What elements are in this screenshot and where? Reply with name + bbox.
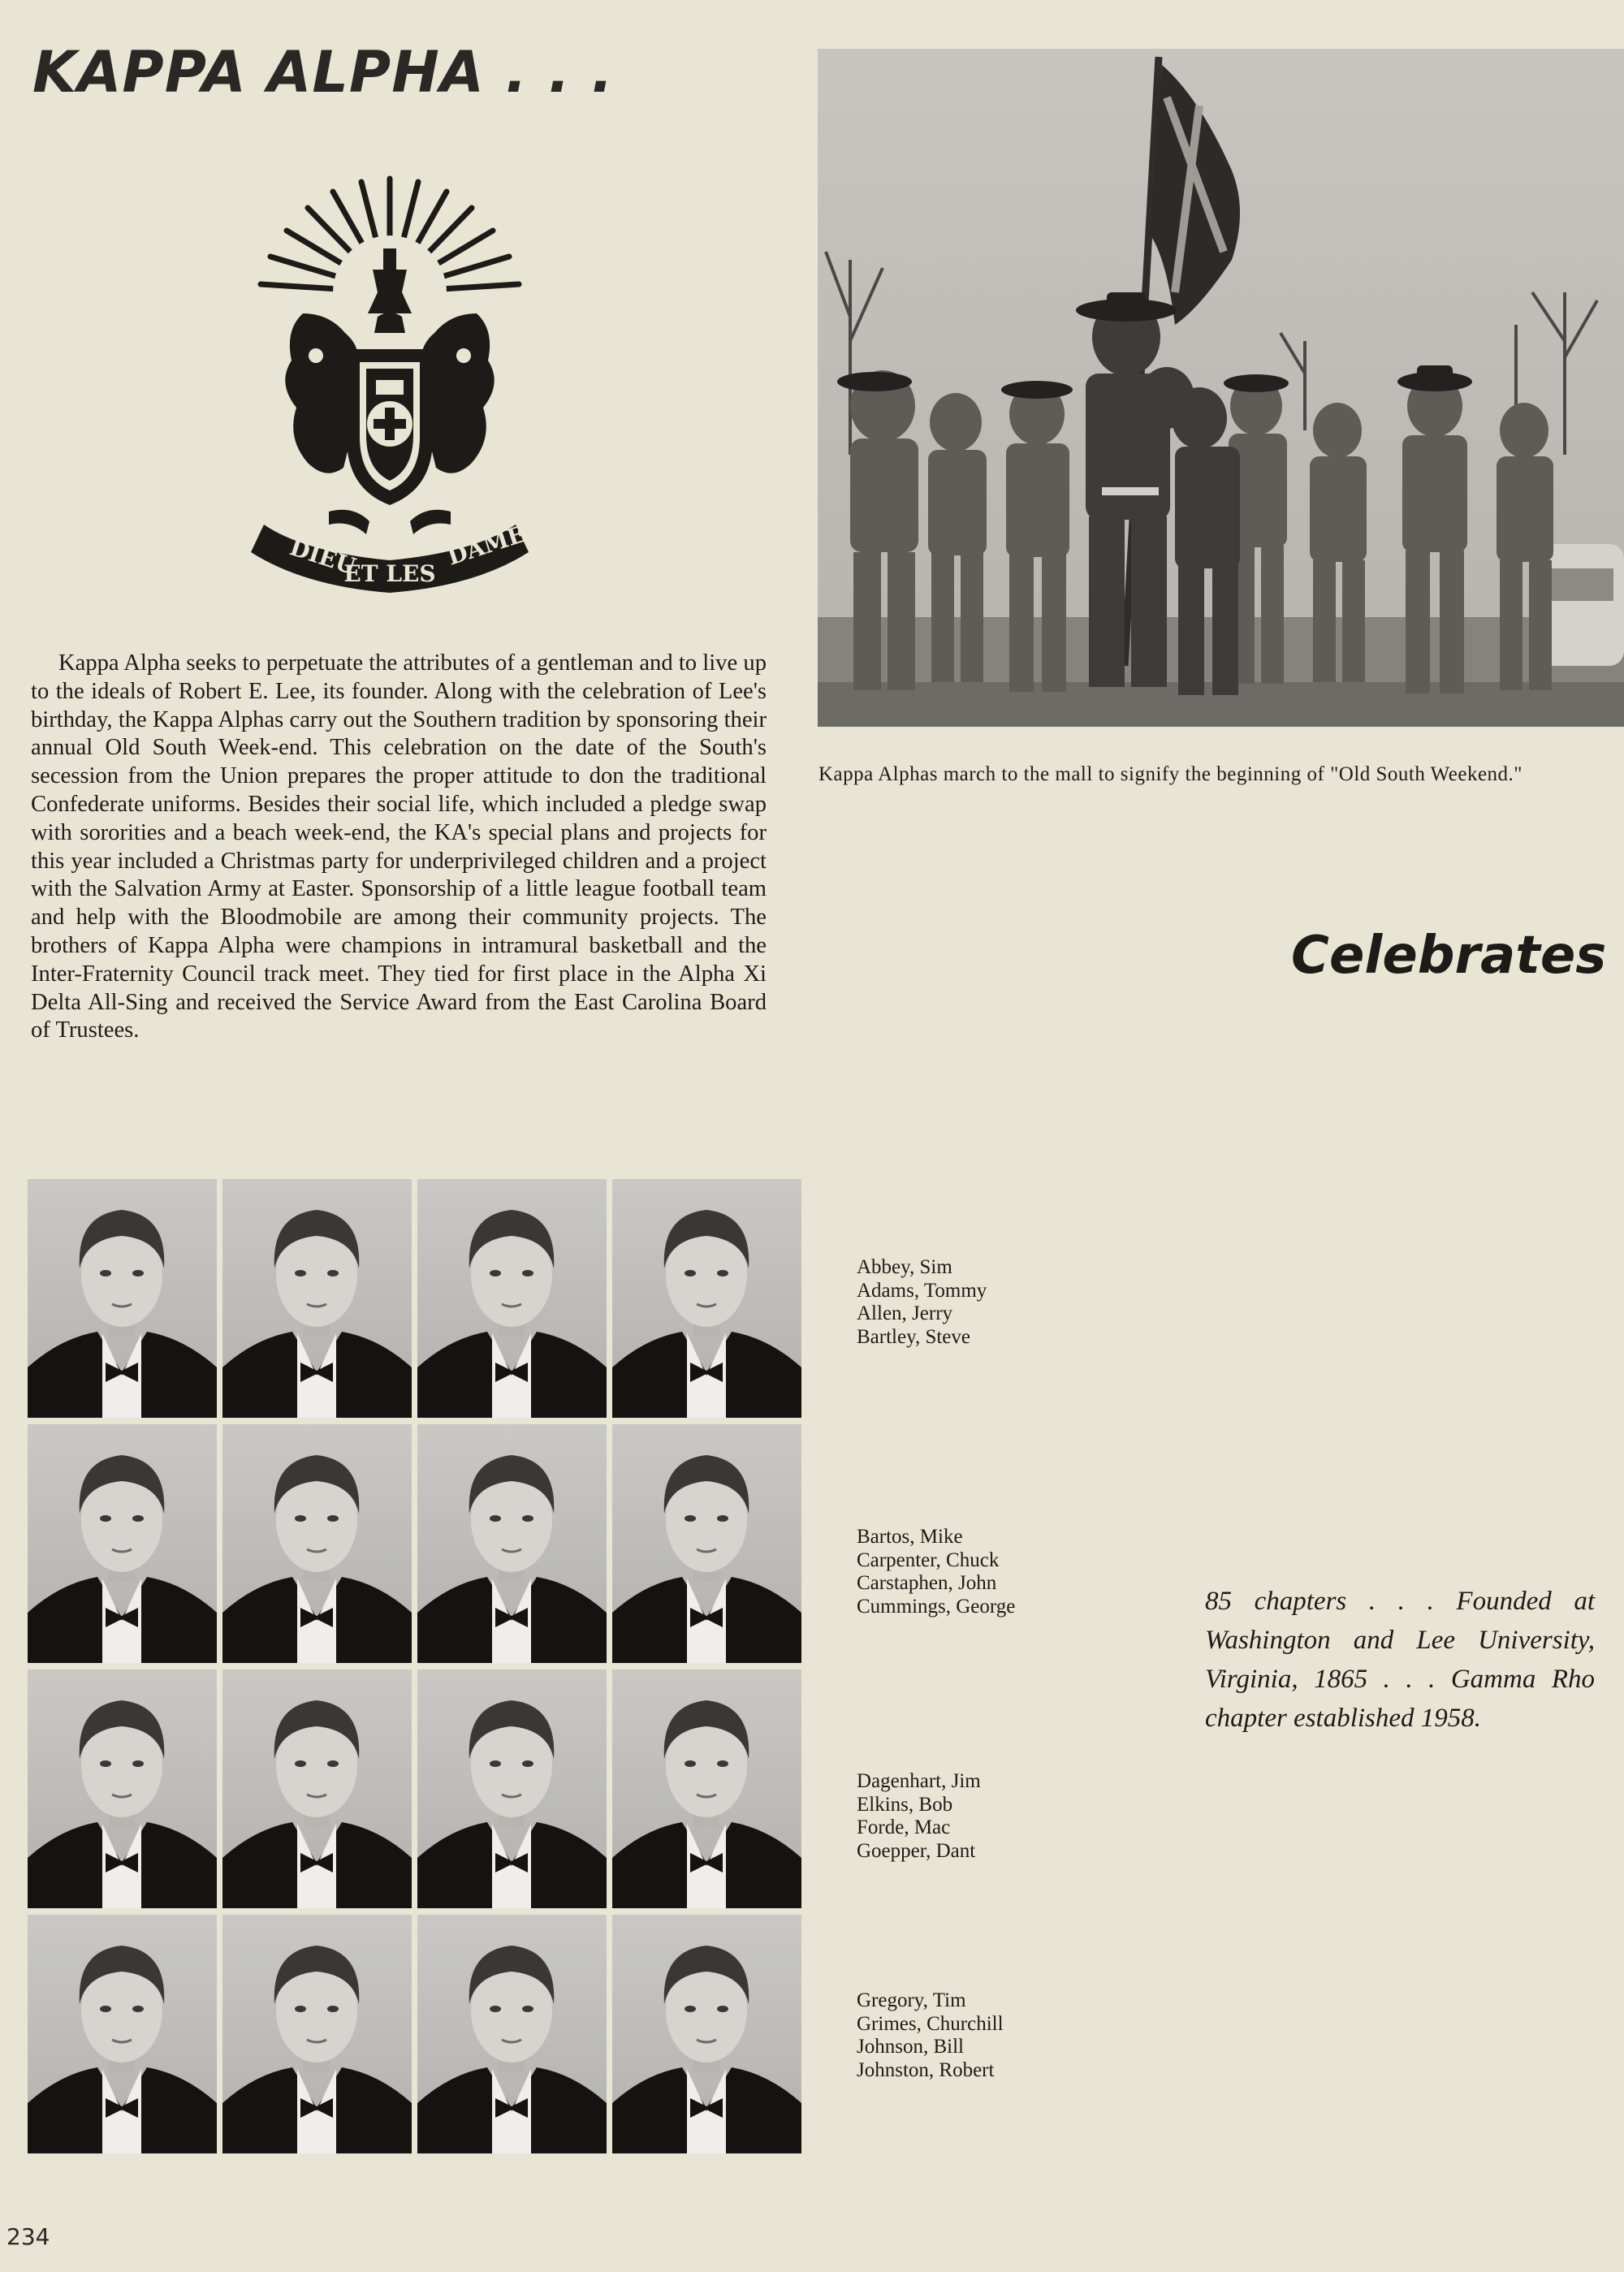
crest-motto-right: DAMES [443,515,544,571]
march-photo-image [818,49,1624,727]
crest-motto-left: DIEU [286,533,360,581]
member-name: Forde, Mac [857,1816,951,1838]
member-name: Johnston, Robert [857,2058,995,2081]
name-list-row-2 [857,1526,1100,1618]
member-portrait [612,1915,801,2153]
member-name: Gregory, Tim [857,1989,966,2011]
member-portrait [417,1915,607,2153]
member-portrait [222,1179,412,1418]
portrait-photo [417,1915,607,2153]
member-portrait [612,1424,801,1663]
fraternity-crest [207,171,572,601]
portrait-photo [222,1179,412,1418]
portrait-photo [28,1424,217,1663]
member-portrait [417,1424,607,1663]
member-name: Abbey, Sim [857,1256,952,1278]
member-portrait [222,1424,412,1663]
side-title: Celebrates [1291,926,1607,986]
member-name: Goepper, Dant [857,1839,976,1862]
founding-note: 85 chapters . . . Founded at Washington and Lee University, Virginia, 1865 . . . Gamma Rho chapter established 1958. [1205,1587,1595,1733]
portrait-photo [222,1915,412,2153]
portrait-photo [222,1669,412,1908]
member-name: Bartley, Steve [857,1325,971,1348]
march-photo [818,49,1624,727]
page-heading: KAPPA ALPHA . . . [32,39,614,106]
member-name: Bartos, Mike [857,1526,963,1548]
member-name: Carpenter, Chuck [857,1549,1000,1571]
crest-emblem-icon [207,171,572,601]
portrait-photo [612,1424,801,1663]
portrait-photo [417,1424,607,1663]
photo-caption: Kappa Alphas march to the mall to signify the beginning of "Old South Weekend." [818,763,1523,785]
member-portrait [28,1179,217,1418]
portrait-photo [612,1179,801,1418]
member-name: Grimes, Churchill [857,2012,1004,2035]
portrait-photo [612,1915,801,2153]
portrait-photo [417,1669,607,1908]
member-name: Elkins, Bob [857,1793,953,1816]
member-portrait [612,1179,801,1418]
portrait-photo [28,1915,217,2153]
portrait-photo [28,1669,217,1908]
page-number: 234 [6,2223,50,2250]
portrait-grid [28,1179,807,2156]
member-portrait [417,1669,607,1908]
member-portrait [28,1669,217,1908]
member-portrait [222,1915,412,2153]
chapter-description: Kappa Alpha seeks to perpetuate the attributes of a gentleman and to live up to the ideals of Robert E. Lee, its founder. Along with the celebration of Lee's birthday, the Kappa Alphas carry out the Southern tradition by sponsoring their annual Old South Week-end. This celebration on the date of the South's secession from the Union prepares the proper attitude to don the traditional Confederate uniforms. Besides their social life, which included a pledge swap with sororities and a beach week-end, the KA's special plans and projects for this year included a Christmas party for underprivileged children and a project with the Salvation Army at Easter. Sponsorship of a little league football team and help with the Bloodmobile are among their community projects. The brothers of Kappa Alpha were champions in intramural basketball and the Inter-Fraternity Council track meet. They tied for first place in the Alpha Xi Delta All-Sing and received the Service Award from the East Carolina Board of Trustees. [31,650,767,1043]
member-portrait [417,1179,607,1418]
member-portrait [222,1669,412,1908]
member-portrait [28,1424,217,1663]
crest-motto-center: ET LES [343,560,436,587]
member-portrait [612,1669,801,1908]
portrait-photo [28,1179,217,1418]
member-name: Allen, Jerry [857,1302,953,1324]
portrait-photo [417,1179,607,1418]
member-name: Adams, Tommy [857,1279,987,1302]
portrait-photo [612,1669,801,1908]
member-name: Johnson, Bill [857,2036,964,2058]
name-list-row-1 [857,1256,1100,1349]
member-name: Carstaphen, John [857,1572,997,1594]
portrait-photo [222,1424,412,1663]
name-list-row-3 [857,1770,1100,1863]
name-list-row-4 [857,1989,1100,2082]
member-name: Dagenhart, Jim [857,1770,981,1792]
member-name: Cummings, George [857,1595,1016,1618]
member-portrait [28,1915,217,2153]
